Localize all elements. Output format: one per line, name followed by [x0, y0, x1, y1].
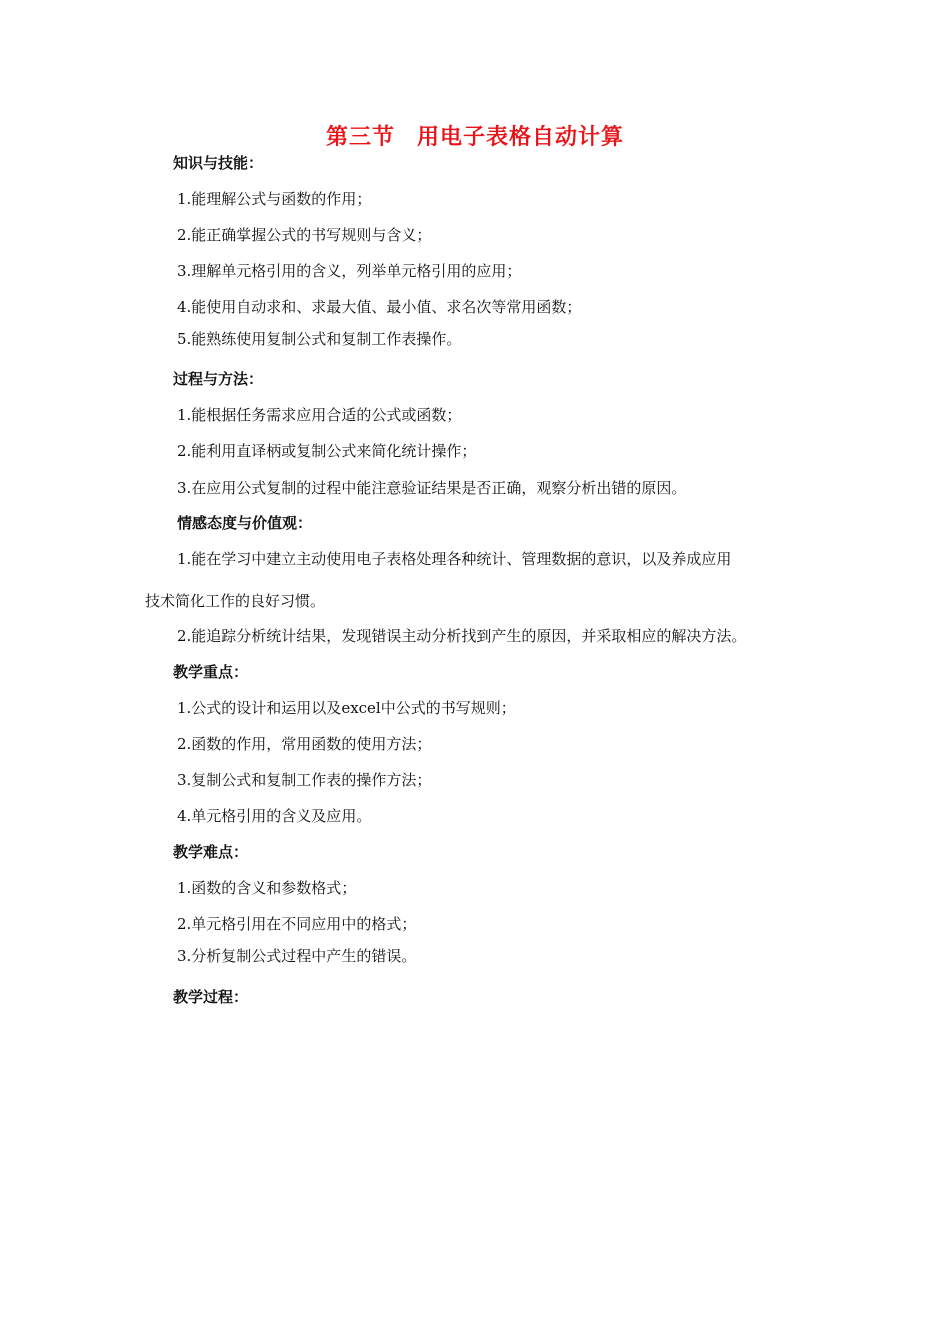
knowledge-item-3: 3.理解单元格引用的含义，列举单元格引用的应用；	[177, 262, 522, 280]
heading-knowledge: 知识与技能：	[173, 154, 264, 172]
heading-process: 过程与方法：	[173, 370, 264, 388]
heading-attitude: 情感态度与价值观：	[177, 514, 313, 532]
process-item-1: 1.能根据任务需求应用合适的公式或函数；	[177, 406, 462, 424]
page-title	[0, 120, 950, 151]
heading-key-points: 教学重点：	[173, 663, 249, 681]
process-item-2: 2.能利用直译柄或复制公式来简化统计操作；	[177, 442, 477, 460]
knowledge-item-2: 2.能正确掌握公式的书写规则与含义；	[177, 226, 432, 244]
attitude-item-2: 2.能追踪分析统计结果，发现错误主动分析找到产生的原因，并采取相应的解决方法。	[177, 627, 747, 645]
title-text: 用电子表格自动计算	[417, 125, 625, 150]
difficulty-item-3: 3.分析复制公式过程中产生的错误。	[177, 947, 417, 965]
knowledge-item-1: 1.能理解公式与函数的作用；	[177, 190, 372, 208]
heading-difficulties: 教学难点：	[173, 843, 249, 861]
key-point-item-1: 1.公式的设计和运用以及excel中公式的书写规则；	[177, 699, 516, 717]
heading-procedure: 教学过程：	[173, 988, 249, 1006]
attitude-item-1-continued: 技术简化工作的良好习惯。	[145, 592, 326, 610]
process-item-3: 3.在应用公式复制的过程中能注意验证结果是否正确，观察分析出错的原因。	[177, 479, 687, 497]
key-point-item-2: 2.函数的作用，常用函数的使用方法；	[177, 735, 432, 753]
difficulty-item-2: 2.单元格引用在不同应用中的格式；	[177, 915, 417, 933]
knowledge-item-4: 4.能使用自动求和、求最大值、最小值、求名次等常用函数；	[177, 298, 582, 316]
key-point-item-4: 4.单元格引用的含义及应用。	[177, 807, 372, 825]
knowledge-item-5: 5.能熟练使用复制公式和复制工作表操作。	[177, 330, 462, 348]
key-point-item-3: 3.复制公式和复制工作表的操作方法；	[177, 771, 432, 789]
attitude-item-1: 1.能在学习中建立主动使用电子表格处理各种统计、管理数据的意识，以及养成应用	[177, 550, 732, 568]
difficulty-item-1: 1.函数的含义和参数格式；	[177, 879, 357, 897]
title-section-number: 第三节	[325, 125, 395, 150]
